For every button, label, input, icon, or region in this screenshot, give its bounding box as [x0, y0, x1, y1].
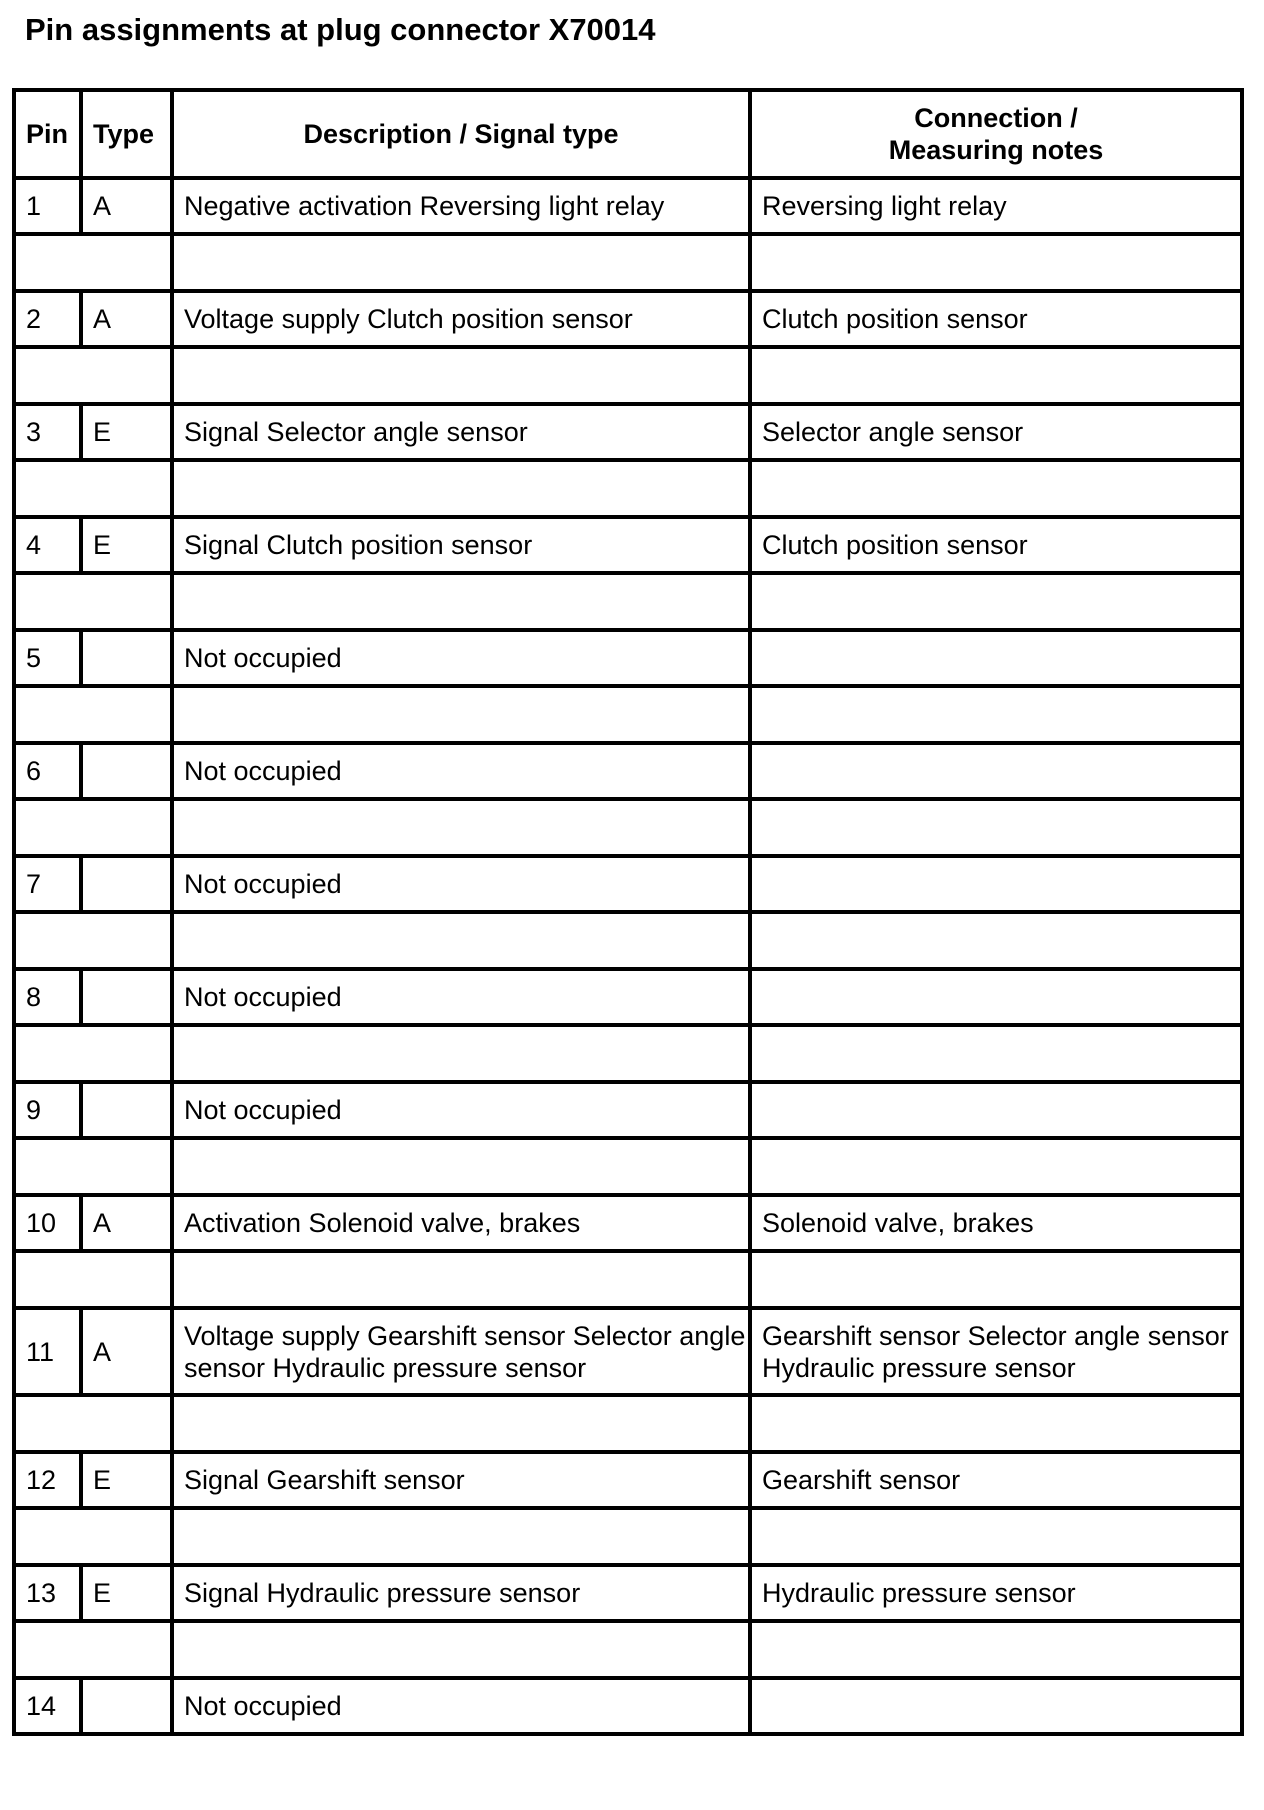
spacer-cell-description	[172, 460, 750, 517]
spacer-cell-description	[172, 347, 750, 404]
spacer-cell-pin-type	[14, 1621, 172, 1678]
spacer-row	[14, 460, 1242, 517]
table-row	[14, 178, 1242, 234]
notes-cell	[750, 630, 1242, 686]
pin-cell: 3	[14, 404, 81, 460]
spacer-row	[14, 1025, 1242, 1082]
pin-cell: 2	[14, 291, 81, 347]
notes-cell	[750, 1678, 1242, 1734]
pin-cell: 1	[14, 178, 81, 234]
spacer-cell-description	[172, 1025, 750, 1082]
spacer-cell-description	[172, 1138, 750, 1195]
spacer-cell-notes	[750, 234, 1242, 291]
spacer-cell-notes	[750, 1138, 1242, 1195]
header-pin: Pin	[14, 90, 81, 178]
spacer-cell-description	[172, 1251, 750, 1308]
table-row	[14, 743, 1242, 799]
spacer-cell-description	[172, 1621, 750, 1678]
notes-cell	[750, 743, 1242, 799]
description-cell: Signal Selector angle sensor	[172, 404, 750, 460]
pin-cell: 12	[14, 1452, 81, 1508]
type-cell: A	[81, 1308, 172, 1395]
spacer-cell-pin-type	[14, 799, 172, 856]
spacer-cell-notes	[750, 1621, 1242, 1678]
table-row	[14, 1452, 1242, 1508]
pin-cell: 6	[14, 743, 81, 799]
table-row	[14, 969, 1242, 1025]
spacer-cell-description	[172, 234, 750, 291]
notes-cell: Hydraulic pressure sensor	[750, 1565, 1242, 1621]
type-cell: E	[81, 1452, 172, 1508]
table-row	[14, 630, 1242, 686]
spacer-cell-description	[172, 573, 750, 630]
spacer-row	[14, 347, 1242, 404]
pin-assignment-table	[12, 88, 1244, 1736]
spacer-row	[14, 573, 1242, 630]
type-cell: A	[81, 291, 172, 347]
type-cell	[81, 1082, 172, 1138]
spacer-cell-description	[172, 799, 750, 856]
spacer-cell-pin-type	[14, 573, 172, 630]
spacer-cell-notes	[750, 1508, 1242, 1565]
spacer-cell-description	[172, 686, 750, 743]
table-row	[14, 404, 1242, 460]
table-header-row	[14, 90, 1242, 178]
description-cell: Activation Solenoid valve, brakes	[172, 1195, 750, 1251]
description-cell: Signal Hydraulic pressure sensor	[172, 1565, 750, 1621]
notes-cell: Solenoid valve, brakes	[750, 1195, 1242, 1251]
spacer-cell-notes	[750, 460, 1242, 517]
type-cell: A	[81, 178, 172, 234]
table-row	[14, 517, 1242, 573]
pin-cell: 11	[14, 1308, 81, 1395]
pin-cell: 14	[14, 1678, 81, 1734]
spacer-row	[14, 234, 1242, 291]
type-cell: E	[81, 1565, 172, 1621]
description-cell: Not occupied	[172, 969, 750, 1025]
spacer-cell-pin-type	[14, 686, 172, 743]
spacer-cell-notes	[750, 686, 1242, 743]
notes-cell: Clutch position sensor	[750, 517, 1242, 573]
spacer-cell-pin-type	[14, 1025, 172, 1082]
notes-cell: Reversing light relay	[750, 178, 1242, 234]
description-cell: Not occupied	[172, 743, 750, 799]
spacer-cell-notes	[750, 799, 1242, 856]
spacer-cell-notes	[750, 1025, 1242, 1082]
description-cell: Voltage supply Clutch position sensor	[172, 291, 750, 347]
table-row	[14, 1082, 1242, 1138]
notes-cell	[750, 1082, 1242, 1138]
spacer-cell-pin-type	[14, 1138, 172, 1195]
spacer-cell-pin-type	[14, 912, 172, 969]
spacer-cell-notes	[750, 912, 1242, 969]
type-cell	[81, 969, 172, 1025]
description-cell: Signal Clutch position sensor	[172, 517, 750, 573]
spacer-cell-description	[172, 912, 750, 969]
spacer-cell-notes	[750, 1395, 1242, 1452]
spacer-row	[14, 912, 1242, 969]
description-cell: Not occupied	[172, 856, 750, 912]
spacer-row	[14, 1508, 1242, 1565]
description-cell: Not occupied	[172, 630, 750, 686]
spacer-cell-notes	[750, 347, 1242, 404]
notes-cell	[750, 856, 1242, 912]
spacer-row	[14, 1395, 1242, 1452]
spacer-cell-notes	[750, 573, 1242, 630]
page-title: Pin assignments at plug connector X70014	[25, 12, 656, 47]
notes-cell: Gearshift sensor	[750, 1452, 1242, 1508]
pin-cell: 4	[14, 517, 81, 573]
description-cell: Not occupied	[172, 1678, 750, 1734]
spacer-row	[14, 1138, 1242, 1195]
header-connection	[750, 90, 1242, 178]
spacer-cell-description	[172, 1508, 750, 1565]
spacer-cell-pin-type	[14, 460, 172, 517]
notes-cell: Gearshift sensor Selector angle sensor Hydraulic pressure sensor	[750, 1308, 1242, 1395]
pin-cell: 13	[14, 1565, 81, 1621]
table-row	[14, 291, 1242, 347]
table-row	[14, 1678, 1242, 1734]
type-cell	[81, 856, 172, 912]
type-cell	[81, 1678, 172, 1734]
header-type: Type	[81, 90, 172, 178]
spacer-cell-pin-type	[14, 1395, 172, 1452]
notes-cell	[750, 969, 1242, 1025]
type-cell: E	[81, 517, 172, 573]
description-cell: Negative activation Reversing light relay	[172, 178, 750, 234]
pin-cell: 10	[14, 1195, 81, 1251]
spacer-cell-pin-type	[14, 1251, 172, 1308]
description-cell: Signal Gearshift sensor	[172, 1452, 750, 1508]
type-cell	[81, 743, 172, 799]
table-row	[14, 1195, 1242, 1251]
notes-cell: Clutch position sensor	[750, 291, 1242, 347]
table-row	[14, 856, 1242, 912]
spacer-cell-pin-type	[14, 1508, 172, 1565]
spacer-row	[14, 799, 1242, 856]
table-row	[14, 1308, 1242, 1395]
spacer-row	[14, 686, 1242, 743]
header-connection-line2: Measuring notes	[888, 135, 1104, 165]
pin-cell: 7	[14, 856, 81, 912]
spacer-row	[14, 1251, 1242, 1308]
type-cell: E	[81, 404, 172, 460]
pin-cell: 9	[14, 1082, 81, 1138]
pin-cell: 5	[14, 630, 81, 686]
header-connection-line1: Connection /	[914, 103, 1078, 133]
spacer-cell-pin-type	[14, 347, 172, 404]
spacer-cell-notes	[750, 1251, 1242, 1308]
notes-cell: Selector angle sensor	[750, 404, 1242, 460]
spacer-row	[14, 1621, 1242, 1678]
type-cell: A	[81, 1195, 172, 1251]
header-description: Description / Signal type	[172, 90, 750, 178]
pin-cell: 8	[14, 969, 81, 1025]
spacer-cell-description	[172, 1395, 750, 1452]
spacer-cell-pin-type	[14, 234, 172, 291]
table-row	[14, 1565, 1242, 1621]
description-cell: Not occupied	[172, 1082, 750, 1138]
type-cell	[81, 630, 172, 686]
description-cell: Voltage supply Gearshift sensor Selector angle sensor Hydraulic pressure sensor	[172, 1308, 750, 1395]
